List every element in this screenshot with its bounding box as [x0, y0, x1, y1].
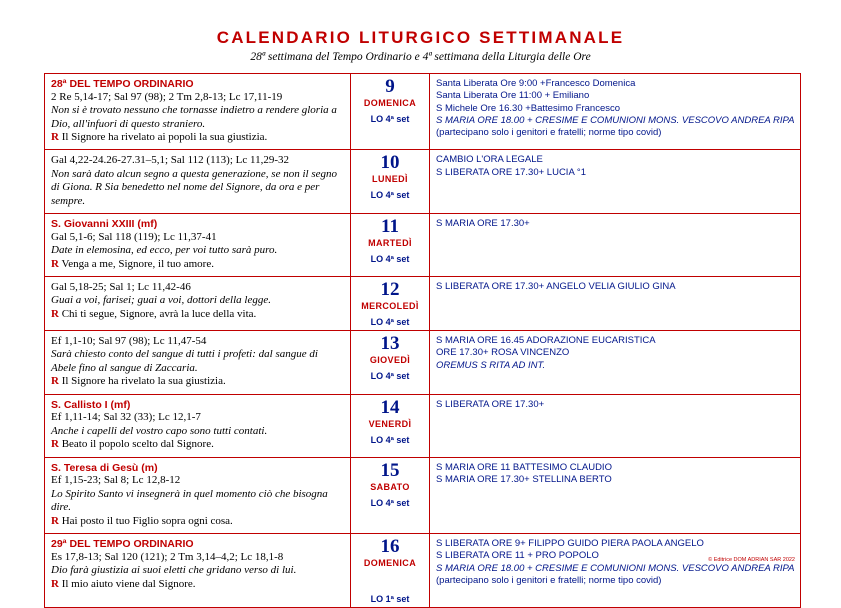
day-block: [351, 150, 429, 203]
celebration-heading: [51, 538, 345, 551]
scripture-citations: Ef 1,11-14; Sal 32 (33); Lc 12,1-7: [51, 411, 201, 424]
readings-cell: [45, 457, 351, 533]
liturgy-hours-week: LO 1ª set: [370, 594, 410, 604]
mass-notes-block: [430, 214, 800, 235]
readings-block: [45, 395, 350, 457]
liturgy-hours-week: LO 4ª set: [370, 190, 410, 201]
day-cell: [351, 150, 430, 214]
readings-block: [45, 458, 350, 533]
day-block: [351, 395, 429, 448]
day-number: 13: [380, 333, 400, 354]
mass-note-line: OREMUS S RITA AD INT.: [436, 359, 546, 371]
scripture-citations: Gal 5,18-25; Sal 1; Lc 11,42-46: [51, 281, 191, 294]
liturgy-hours-week: LO 4ª set: [370, 317, 410, 327]
day-block: [351, 331, 429, 384]
gospel-antiphon: Dio farà giustizia ai suoi eletti che gridano verso di lui.: [51, 564, 297, 577]
table-row: [45, 150, 801, 214]
mass-notes-cell: [430, 74, 801, 150]
responsorial-text: Chi ti segue, Signore, avrà la luce della vita.: [61, 307, 257, 320]
readings-block: [45, 214, 350, 276]
responsorial-psalm: [51, 258, 345, 271]
day-block: [351, 74, 429, 127]
liturgy-hours-week: LO 4ª set: [370, 253, 410, 264]
day-number: 16: [380, 536, 400, 558]
mass-note-line: S MARIA ORE 16.45 ADORAZIONE EUCARISTICA: [436, 335, 656, 346]
responsorial-text: Il Signore ha rivelato ai popoli la sua giustizia.: [61, 131, 268, 144]
day-number: 15: [380, 459, 400, 481]
liturgy-hours-week: LO 4ª set: [370, 434, 410, 445]
responsorial-psalm: [51, 308, 345, 321]
day-name: VENERDÌ: [368, 418, 412, 429]
responsorial-psalm: [51, 515, 345, 528]
day-name: GIOVEDÌ: [369, 354, 411, 365]
mass-note-line: Santa Liberata Ore 11:00 + Emiliano: [436, 90, 590, 102]
readings-cell: [45, 150, 351, 214]
mass-notes-cell: [430, 150, 801, 214]
mass-note-line: S MARIA ORE 17.30+: [436, 218, 530, 230]
readings-cell: [45, 331, 351, 395]
table-row: [45, 214, 801, 277]
day-number: 11: [381, 216, 399, 238]
celebration-rank: (mf): [137, 218, 158, 231]
day-name: SABATO: [370, 481, 410, 492]
mass-notes-cell: [430, 331, 801, 395]
mass-notes-cell: [430, 214, 801, 277]
day-number: 14: [380, 396, 400, 418]
readings-cell: [45, 214, 351, 277]
celebration-title: 29ª DEL TEMPO ORDINARIO: [51, 538, 194, 551]
day-number: 9: [385, 76, 395, 97]
mass-notes-block: [430, 277, 800, 298]
readings-block: [45, 331, 350, 394]
day-block: [351, 214, 429, 267]
mass-note-line: S LIBERATA ORE 9+ FILIPPO GUIDO PIERA PAOLA ANGELO: [436, 538, 704, 550]
mass-note-line: S MARIA ORE 18.00 + CRESIME E COMUNIONI MONS. VESCOVO ANDREA RIPA: [436, 562, 795, 574]
celebration-title: S. Giovanni XXIII: [51, 218, 135, 231]
table-row: [45, 277, 801, 331]
day-cell: [351, 457, 430, 533]
celebration-rank: (mf): [110, 398, 131, 411]
responsorial-psalm: [51, 438, 345, 451]
celebration-rank: (m): [141, 461, 158, 474]
mass-notes-block: [430, 395, 800, 416]
mass-note-line: ORE 17.30+ ROSA VINCENZO: [436, 347, 570, 359]
gospel-antiphon: Sarà chiesto conto del sangue di tutti i profeti: dal sangue di Abele fino al sangue di Zaccaria.: [51, 348, 318, 374]
readings-cell: [45, 74, 351, 150]
mass-note-line: S MARIA ORE 18.00 + CRESIME E COMUNIONI MONS. VESCOVO ANDREA RIPA: [436, 115, 795, 127]
day-block: [351, 277, 429, 330]
day-block: [351, 458, 429, 511]
day-number: 10: [380, 152, 400, 174]
day-name: DOMENICA: [363, 558, 417, 568]
mass-notes-cell: [430, 534, 801, 608]
responsorial-marker: R: [51, 131, 59, 144]
responsorial-psalm: [51, 131, 345, 144]
calendar-body: [45, 74, 801, 608]
mass-note-line: S MARIA ORE 17.30+ STELLINA BERTO: [436, 473, 612, 485]
mass-notes-block: [430, 74, 800, 145]
responsorial-marker: R: [51, 375, 59, 388]
scripture-citations: Gal 4,22-24.26-27.31–5,1; Sal 112 (113); Lc 11,29-32: [51, 154, 289, 167]
celebration-heading: [51, 218, 345, 231]
readings-cell: [45, 534, 351, 608]
day-block: [351, 534, 429, 607]
mass-note-line: S LIBERATA ORE 17.30+ LUCIA °1: [436, 166, 586, 178]
page-title: CALENDARIO LITURGICO SETTIMANALE: [216, 28, 625, 47]
day-name: LUNEDÌ: [372, 174, 408, 185]
day-cell: [351, 277, 430, 331]
responsorial-text: Il Signore ha rivelato la sua giustizia.: [61, 375, 226, 388]
mass-notes-cell: [430, 457, 801, 533]
gospel-antiphon: Date in elemosina, ed ecco, per voi tutto sarà puro.: [51, 244, 278, 257]
mass-note-line: S Michele Ore 16.30 +Battesimo Francesco: [436, 102, 621, 114]
mass-note-line: S LIBERATA ORE 17.30+ ANGELO VELIA GIULIO GINA: [436, 281, 676, 293]
mass-note-line: CAMBIO L'ORA LEGALE: [436, 154, 543, 166]
page-subtitle: 28ª settimana del Tempo Ordinario e 4ª settimana della Liturgia delle Ore: [250, 51, 591, 63]
gospel-antiphon: Lo Spirito Santo vi insegnerà in quel momento ciò che bisogna dire.: [51, 487, 328, 514]
responsorial-marker: R: [51, 438, 59, 451]
liturgy-hours-week: LO 4ª set: [370, 497, 410, 508]
day-name: DOMENICA: [363, 97, 417, 108]
celebration-heading: [51, 399, 345, 412]
day-cell: [351, 74, 430, 150]
celebration-title: 28ª DEL TEMPO ORDINARIO: [51, 78, 194, 90]
celebration-title: S. Callisto I: [51, 398, 108, 411]
responsorial-text: Hai posto il tuo Figlio sopra ogni cosa.: [61, 514, 233, 527]
responsorial-text: Beato il popolo scelto dal Signore.: [61, 438, 214, 451]
scripture-citations: Ef 1,15-23; Sal 8; Lc 12,8-12: [51, 474, 181, 487]
copyright-notice: © Editrice DOM ADRIAN SAR 2022: [708, 557, 795, 563]
mass-note-line: S LIBERATA ORE 11 + PRO POPOLO: [436, 550, 599, 562]
table-row: [45, 457, 801, 533]
mass-notes-cell: [430, 394, 801, 457]
day-cell: [351, 534, 430, 608]
day-cell: [351, 214, 430, 277]
responsorial-marker: R: [51, 577, 59, 590]
mass-notes-cell: [430, 277, 801, 331]
day-number: 12: [380, 279, 400, 301]
readings-block: [45, 74, 350, 149]
weekly-calendar-table: [44, 73, 801, 608]
gospel-antiphon: Guai a voi, farisei; guai a voi, dottori della legge.: [51, 294, 271, 307]
responsorial-marker: R: [51, 514, 59, 527]
readings-block: [45, 150, 350, 213]
celebration-heading: [51, 78, 345, 91]
gospel-antiphon: Anche i capelli del vostro capo sono tutti contati.: [51, 424, 268, 437]
day-name: MARTEDÌ: [368, 237, 412, 248]
responsorial-marker: R: [51, 307, 59, 320]
scripture-citations: 2 Re 5,14-17; Sal 97 (98); 2 Tm 2,8-13; Lc 17,11-19: [51, 90, 283, 103]
celebration-title: S. Teresa di Gesù: [51, 461, 139, 474]
readings-block: [45, 277, 350, 326]
mass-notes-block: [430, 331, 800, 377]
gospel-antiphon: Non sarà dato alcun segno a questa generazione, se non il segno di Giona. R Sia benedetto nel nome del Signore, da ora e per sempre.: [51, 167, 337, 207]
liturgy-hours-week: LO 4ª set: [370, 113, 410, 124]
mass-note-line: S MARIA ORE 11 BATTESIMO CLAUDIO: [436, 461, 612, 473]
scripture-citations: Ef 1,1-10; Sal 97 (98); Lc 11,47-54: [51, 335, 207, 347]
day-name: MERCOLEDÌ: [361, 301, 419, 311]
mass-notes-block: [430, 150, 800, 184]
table-row: [45, 74, 801, 150]
readings-block: [45, 534, 350, 596]
mass-note-line: Santa Liberata Ore 9:00 +Francesco Domenica: [436, 78, 636, 89]
mass-note-line: (partecipano solo i genitori e fratelli; norme tipo covid): [436, 127, 662, 139]
responsorial-text: Il mio aiuto viene dal Signore.: [61, 577, 196, 590]
responsorial-psalm: [51, 578, 345, 591]
responsorial-marker: R: [51, 257, 59, 270]
mass-note-line: (partecipano solo i genitori e fratelli; norme tipo covid): [436, 575, 662, 587]
mass-notes-block: [430, 534, 800, 592]
celebration-heading: [51, 462, 345, 475]
readings-cell: [45, 277, 351, 331]
scripture-citations: Es 17,8-13; Sal 120 (121); 2 Tm 3,14–4,2; Lc 18,1-8: [51, 550, 284, 563]
responsorial-psalm: [51, 375, 345, 388]
scripture-citations: Gal 5,1-6; Sal 118 (119); Lc 11,37-41: [51, 230, 217, 243]
liturgy-hours-week: LO 4ª set: [370, 370, 410, 381]
mass-note-line: S LIBERATA ORE 17.30+: [436, 398, 545, 410]
table-row: [45, 394, 801, 457]
day-cell: [351, 331, 430, 395]
responsorial-text: Venga a me, Signore, il tuo amore.: [61, 257, 214, 270]
table-row: [45, 534, 801, 608]
table-row: [45, 331, 801, 395]
mass-notes-block: [430, 458, 800, 492]
gospel-antiphon: Non si è trovato nessuno che tornasse indietro a rendere gloria a Dio, all'infuori di questo straniero.: [51, 104, 337, 130]
readings-cell: [45, 394, 351, 457]
day-cell: [351, 394, 430, 457]
